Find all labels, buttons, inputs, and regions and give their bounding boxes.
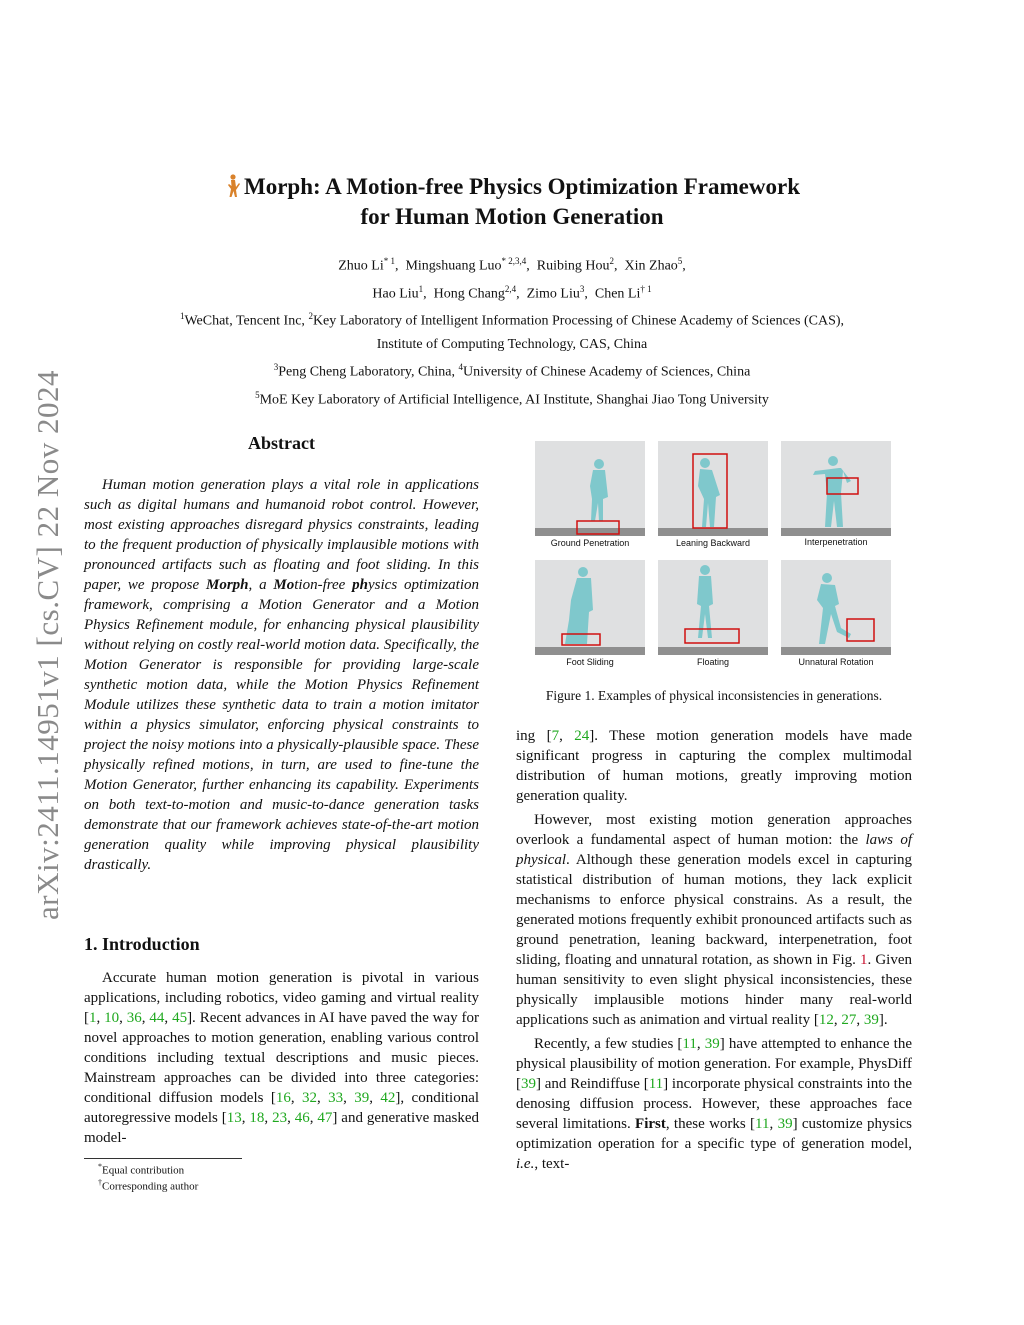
affiliation-line-2: Institute of Computing Technology, CAS, China — [376, 336, 648, 352]
author-sup: 1 — [418, 283, 424, 294]
affiliation-line-1: $^1$WeChat, Tencent Inc, $^2$Key Laboratory of Intelligent Information Processing of Chinese Academy of Sciences (CAS), — [179, 311, 845, 329]
figure-panel — [658, 441, 768, 536]
author-sup: * 1 — [383, 256, 395, 266]
author-name: Ruibing Hou — [536, 258, 610, 274]
title-line-1 — [150, 172, 874, 202]
paper-title — [150, 172, 874, 232]
figure-label: Ground Penetration — [550, 538, 630, 548]
affiliation-line-4: $^5$MoE Key Laboratory of Artificial Intelligence, AI Institute, Shanghai Jiao Tong University — [255, 389, 769, 408]
author-name: Xin Zhao — [624, 258, 678, 274]
citation-link[interactable]: 42 — [380, 1090, 396, 1106]
footnote-equal-contribution: *Equal contribution — [98, 1162, 185, 1177]
citation-link[interactable]: 18 — [249, 1110, 265, 1126]
introduction-body: Accurate human motion generation is pivotal in various applications, including robotics, video gaming and virtual reality [1, 10, 36, 44, 45]. Recent advances in AI have paved the way for novel approaches to motion generation, enabling various control conditions including textual descriptions and music pieces. Mainstream approaches can be divided into three categories: conditional diffusion models [16, 32, 33, 39, 42], conditional autoregressive models [13, 18, 23, 46, 47] and generative masked model- — [84, 970, 480, 1146]
arxiv-identifier — [28, 345, 68, 945]
citation-link[interactable]: 46 — [294, 1110, 310, 1126]
author-sup: * 2,3,4 — [501, 256, 527, 266]
citation-link[interactable]: 33 — [328, 1090, 344, 1106]
running-figure-logo-icon — [224, 174, 242, 198]
citation-link[interactable]: 27 — [841, 1012, 857, 1028]
author-sup: 5 — [677, 256, 683, 266]
author-line-1: Zhuo Li$^{* 1}$, Mingshuang Luo$^{* 2,3,4}$, Ruibing Hou$^2$, Xin Zhao$^5$, — [338, 256, 686, 274]
citation-link[interactable]: 39 — [863, 1012, 879, 1028]
figure-label: Unnatural Rotation — [798, 657, 874, 667]
figure-panel — [535, 441, 645, 536]
citation-link[interactable]: 39 — [354, 1090, 370, 1106]
abstract-body: Human motion generation plays a vital role in applications such as digital humans and humanoid robot control. However, most existing approaches disregard physics constraints, leading to the frequent production of physically implausible motions with pronounced artifacts such as floating and foot sliding. In this paper, we propose Morph, a Motion-free physics optimization framework, comprising a Motion Generator and a Motion Physics Refinement module, for enhancing physical plausibility without relying on costly real-world motion data. Specifically, the Motion Generator is responsible for providing large-scale synthetic motion data, while the Motion Physics Refinement Module utilizes these synthetic data to train a motion imitator within a physics simulator, enforcing physical constraints to project the noisy motions into a physically-plausible space. These physically refined motions, in turn, are used to fine-tune the Motion Generator, further enhancing its capability. Experiments on both text-to-motion and music-to-dance generation tasks demonstrate that our framework achieves state-of-the-art motion generation quality while improving physical plausibility drastically. — [84, 477, 479, 873]
footnote-rule — [84, 1158, 242, 1159]
figure-panel — [658, 560, 768, 655]
highlight-box — [847, 619, 874, 641]
citation-link[interactable]: 1 — [89, 1010, 97, 1026]
citation-link[interactable]: 11 — [648, 1076, 664, 1092]
title-line-2: for Human Motion Generation — [360, 204, 664, 229]
author-name: Chen Li — [594, 286, 641, 302]
author-name: Mingshuang Luo — [405, 258, 502, 274]
figure-label: Leaning Backward — [675, 538, 751, 548]
section-heading-introduction: 1. Introduction — [84, 934, 200, 954]
author-sup: 2,4 — [504, 283, 517, 294]
citation-link[interactable]: 13 — [226, 1110, 242, 1126]
citation-link[interactable]: 32 — [302, 1090, 317, 1106]
author-sup: 2 — [609, 256, 615, 266]
citation-link[interactable]: 11 — [682, 1036, 697, 1052]
figure-panel — [781, 441, 891, 536]
figure-panel — [781, 560, 891, 655]
citation-link[interactable]: 7 — [551, 728, 560, 744]
highlight-box — [577, 521, 619, 534]
author-block — [120, 250, 904, 411]
highlight-box — [827, 478, 858, 494]
citation-link[interactable]: 24 — [574, 728, 590, 744]
author-line-2: Hao Liu$^1$, Hong Chang$^{2,4}$, Zimo Liu$^3$, Chen Li$^{\dagger 1}$ — [372, 283, 652, 302]
figure-reference-link[interactable]: 1 — [859, 952, 868, 968]
highlight-box — [562, 634, 600, 645]
title-line-1-text: Morph: A Motion-free Physics Optimization Framework — [244, 174, 800, 199]
author-name: Hong Chang — [433, 286, 505, 302]
affiliation-line-3: $^3$Peng Cheng Laboratory, China, $^4$University of Chinese Academy of Sciences, China — [273, 361, 751, 380]
citation-link[interactable]: 23 — [272, 1110, 288, 1126]
figure-label: Foot Sliding — [566, 657, 614, 667]
citation-link[interactable]: 39 — [704, 1036, 720, 1052]
figure-caption: Figure 1. Examples of physical inconsistencies in generations. — [545, 688, 883, 703]
figure-label: Floating — [696, 657, 730, 667]
citation-link[interactable]: 45 — [172, 1010, 188, 1026]
citation-link[interactable]: 11 — [755, 1116, 770, 1132]
author-sup: 3 — [579, 283, 585, 294]
citation-link[interactable]: 39 — [521, 1076, 536, 1092]
highlight-box — [685, 629, 739, 643]
citation-link[interactable]: 12 — [818, 1012, 834, 1028]
right-column-body: ing [7, 24]. These motion generation models have made significant progress in capturing the complex multimodal distribution of human motions, greatly improving motion generation quality. However, most existing motion generation approaches overlook a fundamental aspect of human motion: the laws of physical. Although these generation models excel in capturing statistical distribution of human motions, they lack explicit mechanisms to enforce physical constrains. As a result, the generated motions frequently exhibit pronounced artifacts such as ground penetration, leaning backward, interpenetration, foot sliding, floating and unnatural rotation, as shown in Fig. 1. Given human sensitivity to even slight physical inconsistencies, these physically implausible motions hinder many real-world applications such as animation and virtual reality [12, 27, 39]. Recently, a few studies [11, 39] have attempted to enhance the physical plausibility of motion generation. For example, PhysDiff [39] and Reindiffuse [11] incorporate physical constraints into the denosing diffusion process. However, these approaches face several limitations. First, these works [11, 39] customize physics optimization operation for a specific type of generation model, i.e., text- — [516, 728, 913, 1172]
citation-link[interactable]: 44 — [149, 1010, 165, 1026]
figure-label: Interpenetration — [804, 537, 868, 547]
author-name: Hao Liu — [372, 286, 419, 302]
abstract-heading: Abstract — [248, 433, 315, 453]
highlight-box — [693, 454, 727, 528]
citation-link[interactable]: 36 — [126, 1010, 142, 1026]
arxiv-identifier-text: arXiv:2411.14951v1 [cs.CV] 22 Nov 2024 — [30, 370, 65, 920]
citation-link[interactable]: 16 — [275, 1090, 291, 1106]
figure-1 — [530, 438, 900, 676]
citation-link[interactable]: 39 — [777, 1116, 793, 1132]
citation-link[interactable]: 10 — [104, 1010, 120, 1026]
author-name: Zimo Liu — [526, 286, 580, 302]
author-sup: † 1 — [640, 283, 652, 294]
author-name: Zhuo Li — [338, 258, 384, 274]
citation-link[interactable]: 47 — [317, 1110, 333, 1126]
footnote-corresponding-author: †Corresponding author — [98, 1178, 199, 1193]
figure-panel — [535, 560, 645, 655]
